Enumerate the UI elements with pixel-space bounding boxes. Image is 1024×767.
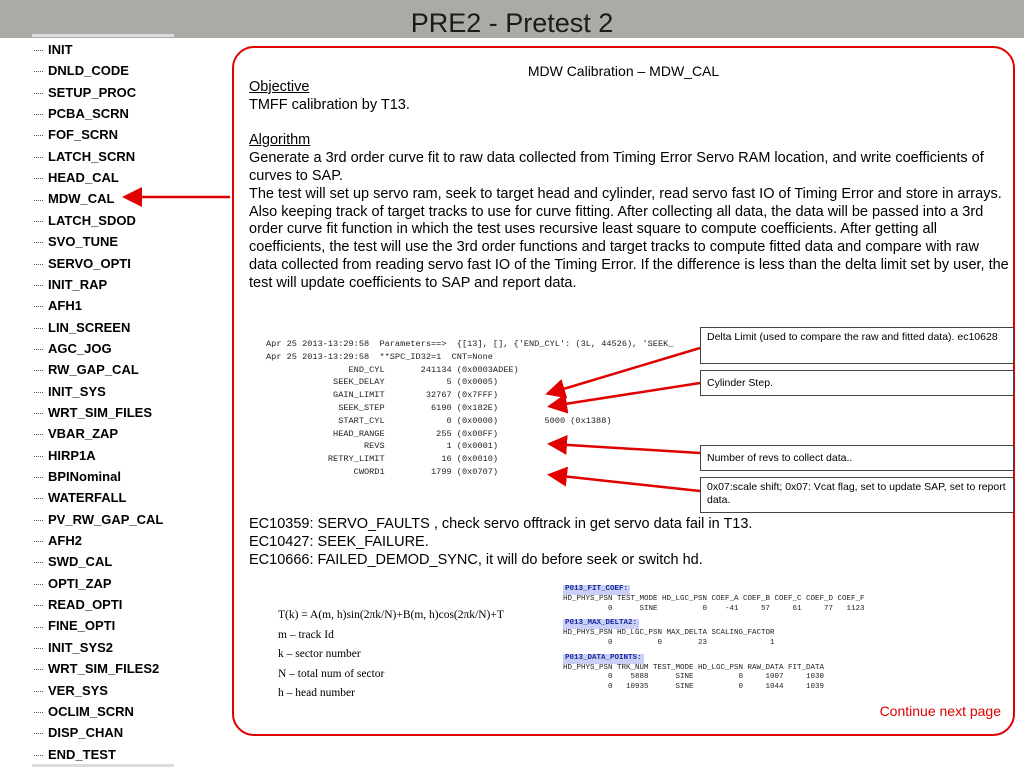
- result-table-title: P013_MAX_DELTA2:: [565, 619, 638, 628]
- tree-item-label: HEAD_CAL: [48, 170, 119, 186]
- result-table-title: P013_DATA_POINTS:: [565, 653, 642, 662]
- log-line: CWORD1 1799 (0x0707): [266, 467, 499, 477]
- tree-item-label: WRT_SIM_FILES2: [48, 661, 160, 677]
- tree-item-label: FOF_SCRN: [48, 127, 119, 143]
- objective-text: TMFF calibration by T13.: [249, 96, 410, 113]
- tree-item-label: SERVO_OPTI: [48, 255, 131, 271]
- tree-item-label: PCBA_SCRN: [48, 106, 129, 122]
- tree-item-label: INIT_SYS2: [48, 639, 114, 655]
- tree-item-label: HIRP1A: [48, 447, 96, 463]
- error-line: EC10666: FAILED_DEMOD_SYNC, it will do before seek or switch hd.: [249, 552, 703, 568]
- log-line: SEEK_DELAY 5 (0x0005): [266, 377, 499, 388]
- log-line: REVS 1 (0x0001): [266, 441, 499, 452]
- tree-item-label: WRT_SIM_FILES: [48, 404, 153, 420]
- log-line: END_CYL 241134 (0x0003ADEE): [266, 364, 519, 375]
- algorithm-paragraph-2: The test will set up servo ram, seek to target head and cylinder, read servo fast IO of Timing Error and store in arrays. Also keeping track of target tracks to use for curve fitting. After collecting all data, the data will be passed into a 3rd order curve fit function in which the test uses recursive least square to compute coefficients. After getting all coefficients, the test will use the 3rd order functions and target tracks to compute fitted data and compare with raw data collected from reading servo fast IO of the Timing Error. If the difference is less than the delta limit set by user, the test will update coefficients to SAP and report data.: [249, 185, 1009, 291]
- tree-item-label: DNLD_CODE: [48, 63, 129, 79]
- tree-item-label: FINE_OPTI: [48, 618, 116, 634]
- tree-item-label: RW_GAP_CAL: [48, 362, 139, 378]
- log-line: HEAD_RANGE 255 (0x00FF): [266, 428, 499, 439]
- continue-next-page-label: Continue next page: [879, 703, 1001, 719]
- log-line: Apr 25 2013-13:29:58 Parameters==> {[13], [], {'END_CYL': (3L, 44526), 'SEEK_: [266, 339, 674, 349]
- tree-item-label: VER_SYS: [48, 682, 108, 698]
- result-table-row: 0 0 23 1: [563, 638, 775, 647]
- tree-item-label: VBAR_ZAP: [48, 426, 119, 442]
- tree-item-label: SVO_TUNE: [48, 234, 119, 250]
- formula-definition: k – sector number: [278, 648, 361, 660]
- log-line: GAIN_LIMIT 32767 (0x7FFF): [266, 390, 499, 401]
- result-table-row: 0 5888 SINE 0 1007 1030: [563, 673, 825, 682]
- result-table-row: HD_PHYS_PSN TRK_NUM TEST_MODE HD_LGC_PSN RAW_DATA FIT_DATA: [563, 663, 825, 672]
- log-line: RETRY_LIMIT 16 (0x0010): [266, 454, 499, 465]
- tree-item-label: AFH1: [48, 298, 82, 314]
- tree-item-label: OPTI_ZAP: [48, 575, 112, 591]
- algorithm-label: Algorithm: [249, 132, 311, 149]
- tree-item-label: AGC_JOG: [48, 340, 112, 356]
- formula-definition: m – track Id: [278, 628, 334, 641]
- tree-item-label: INIT_RAP: [48, 276, 108, 292]
- arrow-to-cword1: [552, 475, 700, 491]
- tree-item-label: WATERFALL: [48, 490, 127, 506]
- tree-item-label: INIT_SYS: [48, 383, 106, 399]
- tree-item-label: PV_RW_GAP_CAL: [48, 511, 164, 527]
- formula-equation: T(k) = A(m, h)sin(2πk/N)+B(m, h)cos(2πk/N)+T: [278, 609, 504, 621]
- panel-heading: MDW Calibration – MDW_CAL: [527, 63, 720, 79]
- callout-delta-limit: Delta Limit (used to compare the raw and fitted data). ec10628: [700, 327, 1014, 364]
- tree-item-label: LATCH_SCRN: [48, 148, 136, 164]
- log-line: Apr 25 2013-13:29:58 **SPC_ID32=1 CNT=None: [266, 351, 493, 362]
- tree-item-label: MDW_CAL: [48, 191, 115, 207]
- tree-item-label: SETUP_PROC: [48, 84, 137, 100]
- error-line: EC10427: SEEK_FAILURE.: [249, 534, 429, 550]
- error-line: EC10359: SERVO_FAULTS , check servo offtrack in get servo data fail in T13.: [249, 516, 753, 532]
- arrow-to-revs: [552, 444, 700, 453]
- tree-item-label: DISP_CHAN: [48, 725, 124, 741]
- tree-item-label: OCLIM_SCRN: [48, 703, 134, 719]
- result-tables: [563, 585, 865, 698]
- tree-item-label: END_TEST: [48, 746, 116, 762]
- callout-cword1: 0x07:scale shift; 0x07: Vcat flag, set to update SAP, set to report data.: [700, 477, 1014, 513]
- log-line: SEEK_STEP 6190 (0x182E): [266, 403, 499, 413]
- tree-item-label: LIN_SCREEN: [48, 319, 131, 335]
- result-table-row: HD_PHYS_PSN TEST_MODE HD_LGC_PSN COEF_A COEF_B COEF_C COEF_D COEF_F: [563, 594, 865, 603]
- result-table-title: P013_FIT_COEF:: [565, 585, 629, 593]
- result-table: [563, 619, 865, 648]
- result-table: [563, 654, 865, 693]
- result-table-row: 0 SINE 0 -41 57 61 77 1123: [563, 604, 865, 613]
- slide-title: PRE2 - Pretest 2: [410, 8, 614, 38]
- tree-item-label: BPINominal: [48, 469, 121, 484]
- objective-label: Objective: [249, 79, 310, 95]
- tree-item-label: INIT: [48, 42, 73, 57]
- log-line: START_CYL 0 (0x0000) 5000 (0x1388): [266, 415, 612, 426]
- tree-item-label: LATCH_SDOD: [48, 212, 136, 228]
- algorithm-paragraph-1: Generate a 3rd order curve fit to raw data collected from Timing Error Servo RAM location, and write coefficients of curves to SAP.: [249, 150, 984, 184]
- formula-block: [278, 606, 504, 704]
- formula-definition: N – total num of sector: [278, 667, 385, 680]
- result-table: [563, 585, 865, 614]
- result-table-row: 0 10935 SINE 0 1044 1039: [563, 683, 825, 692]
- tree-item-label: AFH2: [48, 533, 82, 549]
- formula-definition: h – head number: [278, 687, 355, 699]
- error-codes: [249, 515, 752, 569]
- tree-item-label: READ_OPTI: [48, 597, 123, 613]
- tree-item-label: SWD_CAL: [48, 554, 113, 570]
- callout-cylinder-step: Cylinder Step.: [700, 370, 1014, 396]
- result-table-row: HD_PHYS_PSN HD_LGC_PSN MAX_DELTA SCALING_FACTOR: [563, 629, 775, 638]
- callout-revs: Number of revs to collect data..: [700, 445, 1014, 471]
